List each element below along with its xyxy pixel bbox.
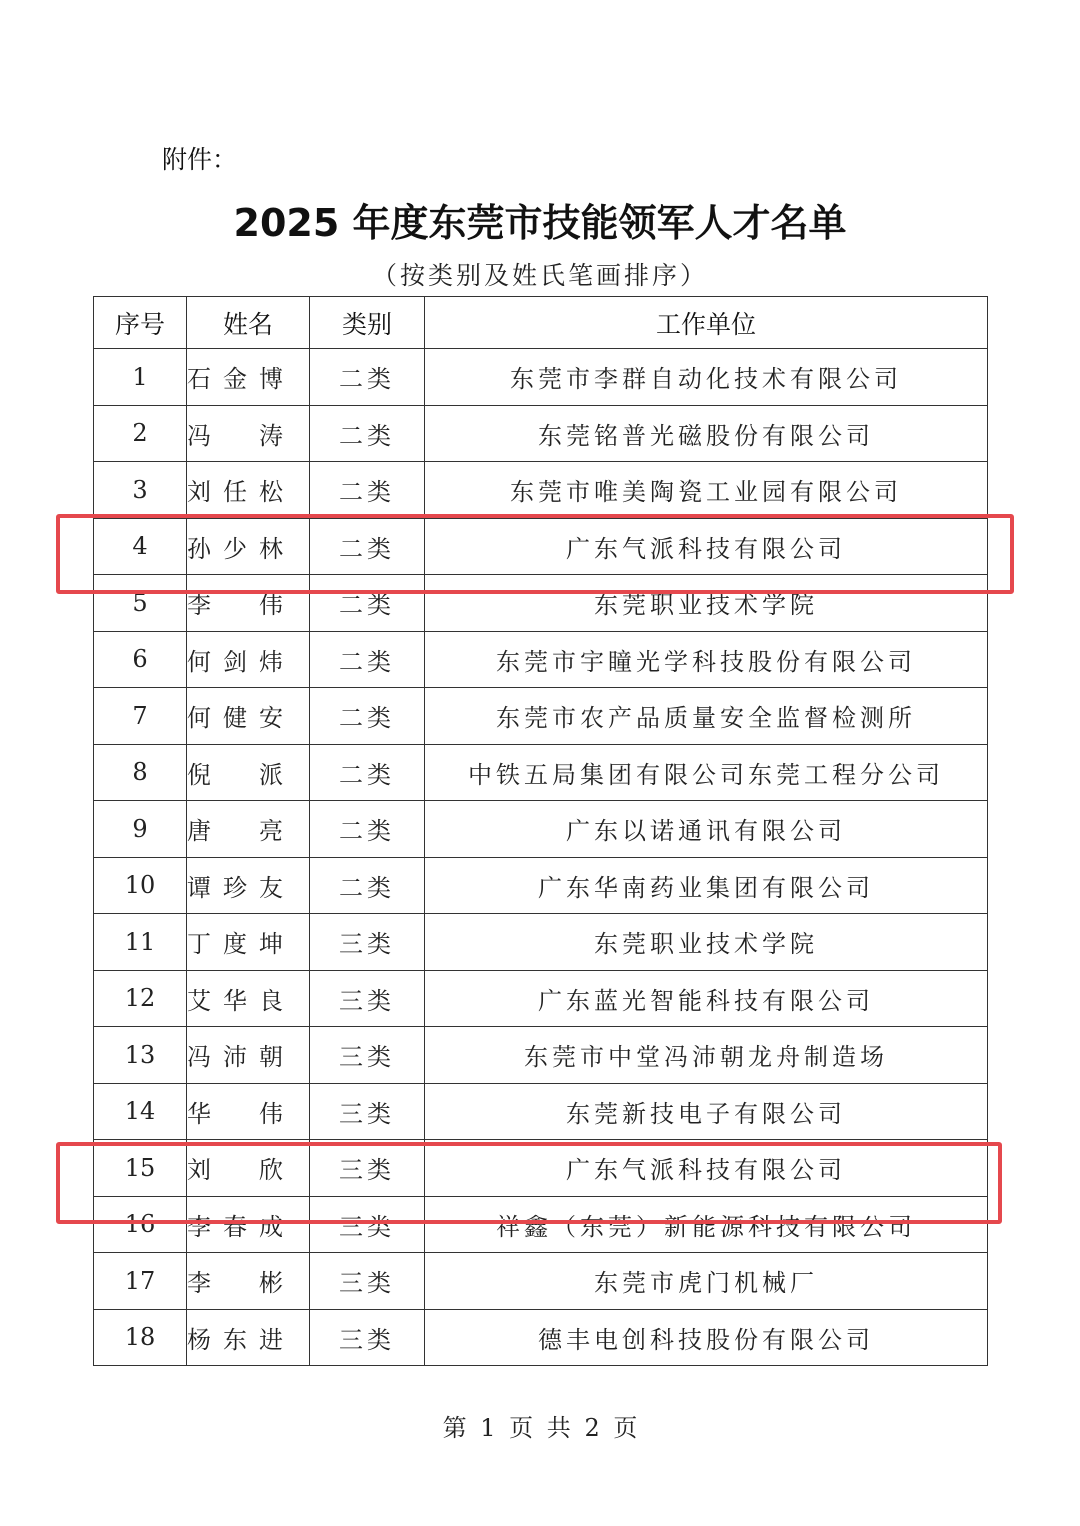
- row-work-unit: 广东华南药业集团有限公司: [425, 857, 988, 914]
- row-category: 二类: [310, 405, 425, 462]
- table-row: [94, 914, 988, 971]
- person-name: 谭 珍 友: [187, 873, 283, 902]
- row-name: [187, 857, 310, 914]
- row-number: 17: [94, 1253, 187, 1310]
- row-name: [187, 462, 310, 519]
- person-name: 刘 欣: [187, 1156, 283, 1185]
- row-category: 二类: [310, 575, 425, 632]
- row-name: [187, 1196, 310, 1253]
- header-no: 序号: [94, 297, 187, 349]
- row-work-unit: 广东气派科技有限公司: [425, 518, 988, 575]
- row-work-unit: 德丰电创科技股份有限公司: [425, 1309, 988, 1366]
- row-work-unit: 东莞市虎门机械厂: [425, 1253, 988, 1310]
- row-number: 4: [94, 518, 187, 575]
- row-number: 6: [94, 631, 187, 688]
- row-name: [187, 575, 310, 632]
- row-name: [187, 349, 310, 406]
- row-number: 10: [94, 857, 187, 914]
- person-name: 艾 华 良: [187, 986, 283, 1015]
- person-name: 石 金 博: [187, 365, 283, 394]
- row-name: [187, 744, 310, 801]
- row-category: 二类: [310, 631, 425, 688]
- row-work-unit: 东莞市中堂冯沛朝龙舟制造场: [425, 1027, 988, 1084]
- row-category: 三类: [310, 1140, 425, 1197]
- table-row: [94, 405, 988, 462]
- document-subtitle: （按类别及姓氏笔画排序）: [371, 261, 708, 290]
- row-number: 3: [94, 462, 187, 519]
- person-name: 倪 派: [187, 760, 283, 789]
- table-row: [94, 1196, 988, 1253]
- row-number: 1: [94, 349, 187, 406]
- row-category: 三类: [310, 1196, 425, 1253]
- row-number: 5: [94, 575, 187, 632]
- table-row: [94, 518, 988, 575]
- attachment-label: 附件：: [162, 145, 238, 174]
- table-row: [94, 801, 988, 858]
- row-number: 15: [94, 1140, 187, 1197]
- row-number: 7: [94, 688, 187, 745]
- row-category: 三类: [310, 1309, 425, 1366]
- row-work-unit: 东莞铭普光磁股份有限公司: [425, 405, 988, 462]
- row-number: 8: [94, 744, 187, 801]
- row-work-unit: 祥鑫（东莞）新能源科技有限公司: [425, 1196, 988, 1253]
- person-name: 杨 东 进: [187, 1325, 283, 1354]
- person-name: 唐 亮: [187, 817, 283, 846]
- row-number: 14: [94, 1083, 187, 1140]
- person-name: 孙 少 林: [187, 534, 283, 563]
- row-category: 三类: [310, 1083, 425, 1140]
- row-work-unit: 东莞市宇瞳光学科技股份有限公司: [425, 631, 988, 688]
- row-number: 13: [94, 1027, 187, 1084]
- table-row: [94, 349, 988, 406]
- row-work-unit: 东莞职业技术学院: [425, 914, 988, 971]
- row-category: 二类: [310, 801, 425, 858]
- row-work-unit: 东莞市唯美陶瓷工业园有限公司: [425, 462, 988, 519]
- row-number: 18: [94, 1309, 187, 1366]
- row-number: 11: [94, 914, 187, 971]
- table-row: [94, 1253, 988, 1310]
- row-work-unit: 广东气派科技有限公司: [425, 1140, 988, 1197]
- row-number: 9: [94, 801, 187, 858]
- table-row: [94, 744, 988, 801]
- row-work-unit: 东莞市农产品质量安全监督检测所: [425, 688, 988, 745]
- row-category: 二类: [310, 688, 425, 745]
- row-number: 2: [94, 405, 187, 462]
- row-category: 三类: [310, 1027, 425, 1084]
- row-category: 三类: [310, 914, 425, 971]
- person-name: 丁 度 坤: [187, 930, 283, 959]
- person-name: 何 剑 炜: [187, 647, 283, 676]
- row-work-unit: 中铁五局集团有限公司东莞工程分公司: [425, 744, 988, 801]
- row-name: [187, 1309, 310, 1366]
- header-category: 类别: [310, 297, 425, 349]
- person-name: 李 伟: [187, 591, 283, 620]
- person-name: 李 春 成: [187, 1212, 283, 1241]
- person-name: 李 彬: [187, 1269, 283, 1298]
- row-name: [187, 631, 310, 688]
- person-name: 刘 任 松: [187, 478, 283, 507]
- table-row: [94, 857, 988, 914]
- table-row: [94, 575, 988, 632]
- row-category: 二类: [310, 518, 425, 575]
- row-work-unit: 东莞职业技术学院: [425, 575, 988, 632]
- row-name: [187, 688, 310, 745]
- row-name: [187, 914, 310, 971]
- header-unit: 工作单位: [425, 297, 988, 349]
- row-work-unit: 广东以诺通讯有限公司: [425, 801, 988, 858]
- table-row: [94, 1027, 988, 1084]
- person-name: 冯 涛: [187, 421, 283, 450]
- talent-list-table: [93, 296, 988, 1366]
- row-number: 12: [94, 970, 187, 1027]
- table-row: [94, 462, 988, 519]
- row-work-unit: 广东蓝光智能科技有限公司: [425, 970, 988, 1027]
- row-name: [187, 405, 310, 462]
- row-number: 16: [94, 1196, 187, 1253]
- table-row: [94, 970, 988, 1027]
- table-row: [94, 688, 988, 745]
- person-name: 华 伟: [187, 1099, 283, 1128]
- row-work-unit: 东莞市李群自动化技术有限公司: [425, 349, 988, 406]
- row-name: [187, 801, 310, 858]
- page-footer: 第 1 页 共 2 页: [442, 1414, 638, 1442]
- row-category: 三类: [310, 1253, 425, 1310]
- row-name: [187, 970, 310, 1027]
- table-row: [94, 1140, 988, 1197]
- person-name: 何 健 安: [187, 704, 283, 733]
- table-row: [94, 1309, 988, 1366]
- row-category: 二类: [310, 462, 425, 519]
- table-row: [94, 1083, 988, 1140]
- row-name: [187, 1140, 310, 1197]
- row-name: [187, 518, 310, 575]
- row-work-unit: 东莞新技电子有限公司: [425, 1083, 988, 1140]
- table-header-row: [94, 297, 988, 349]
- row-name: [187, 1027, 310, 1084]
- header-name: 姓名: [187, 297, 310, 349]
- row-category: 二类: [310, 857, 425, 914]
- row-category: 三类: [310, 970, 425, 1027]
- person-name: 冯 沛 朝: [187, 1043, 283, 1072]
- row-category: 二类: [310, 349, 425, 406]
- row-category: 二类: [310, 744, 425, 801]
- document-title: 2025 年度东莞市技能领军人才名单: [233, 201, 847, 245]
- table-row: [94, 631, 988, 688]
- row-name: [187, 1083, 310, 1140]
- row-name: [187, 1253, 310, 1310]
- table-body: [94, 349, 988, 1366]
